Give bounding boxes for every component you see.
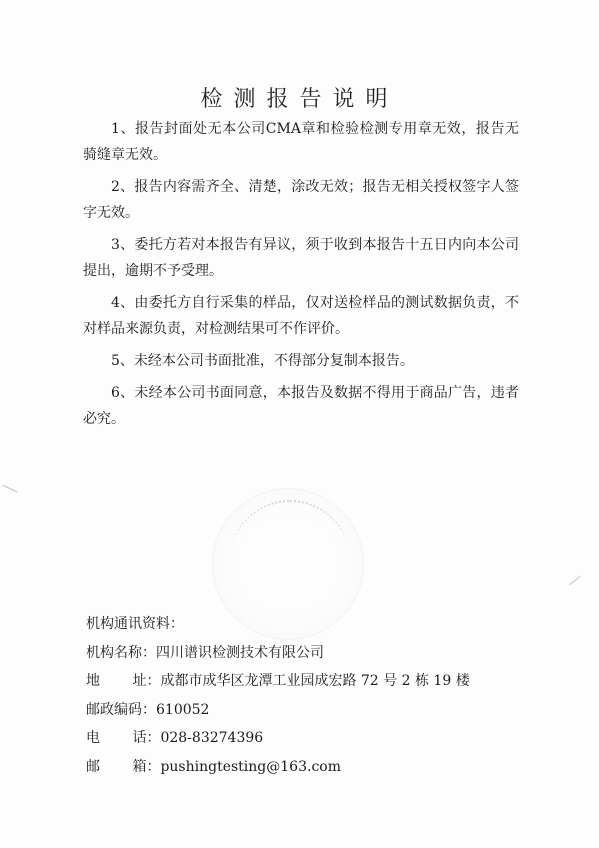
contact-heading: 机构通讯资料：: [86, 616, 184, 632]
instruction-list: [83, 116, 519, 438]
contact-name-row: [86, 639, 526, 668]
contact-address-value: 成都市成华区龙潭工业园成宏路 72 号 2 栋 19 楼: [160, 673, 470, 689]
contact-address-row: [86, 667, 526, 696]
contact-email-row: [86, 753, 526, 782]
contact-postcode-row: [86, 696, 526, 725]
contact-phone-value: 028-83274396: [160, 730, 264, 746]
instruction-item-1: 1、报告封面处无本公司CMA章和检验检测专用章无效，报告无骑缝章无效。: [83, 121, 519, 163]
instruction-item-3: 3、委托方若对本报告有异议，须于收到本报告十五日内向本公司提出，逾期不予受理。: [83, 237, 519, 279]
contact-email-value: pushingtesting@163.com: [160, 758, 341, 775]
instruction-item-2: 2、报告内容需齐全、清楚，涂改无效；报告无相关授权签字人签字无效。: [83, 179, 519, 221]
contact-name-label: 机构名称：: [86, 644, 156, 661]
contact-phone-label: 电 话：: [86, 730, 161, 746]
contact-address-label: 地 址：: [86, 673, 161, 689]
scan-speck: [569, 576, 580, 586]
contact-postcode-label: 邮政编码：: [86, 701, 156, 718]
instruction-item-4: 4、由委托方自行采集的样品，仅对送检样品的测试数据负责，不对样品来源负责，对检测结果可不作评价。: [83, 295, 519, 337]
contact-postcode-value: 610052: [156, 701, 210, 718]
contact-email-label: 邮 箱：: [86, 758, 161, 775]
document-title: 检测报告说明: [200, 87, 399, 112]
scan-speck: [3, 485, 18, 493]
contact-name-value: 四川谱识检测技术有限公司: [156, 644, 324, 661]
instruction-item-6: 6、未经本公司书面同意，本报告及数据不得用于商品广告，违者必究。: [83, 385, 519, 427]
contact-phone-row: [86, 724, 526, 753]
instruction-item-5: 5、未经本公司书面批准，不得部分复制本报告。: [111, 353, 414, 369]
contact-block: [86, 610, 526, 781]
